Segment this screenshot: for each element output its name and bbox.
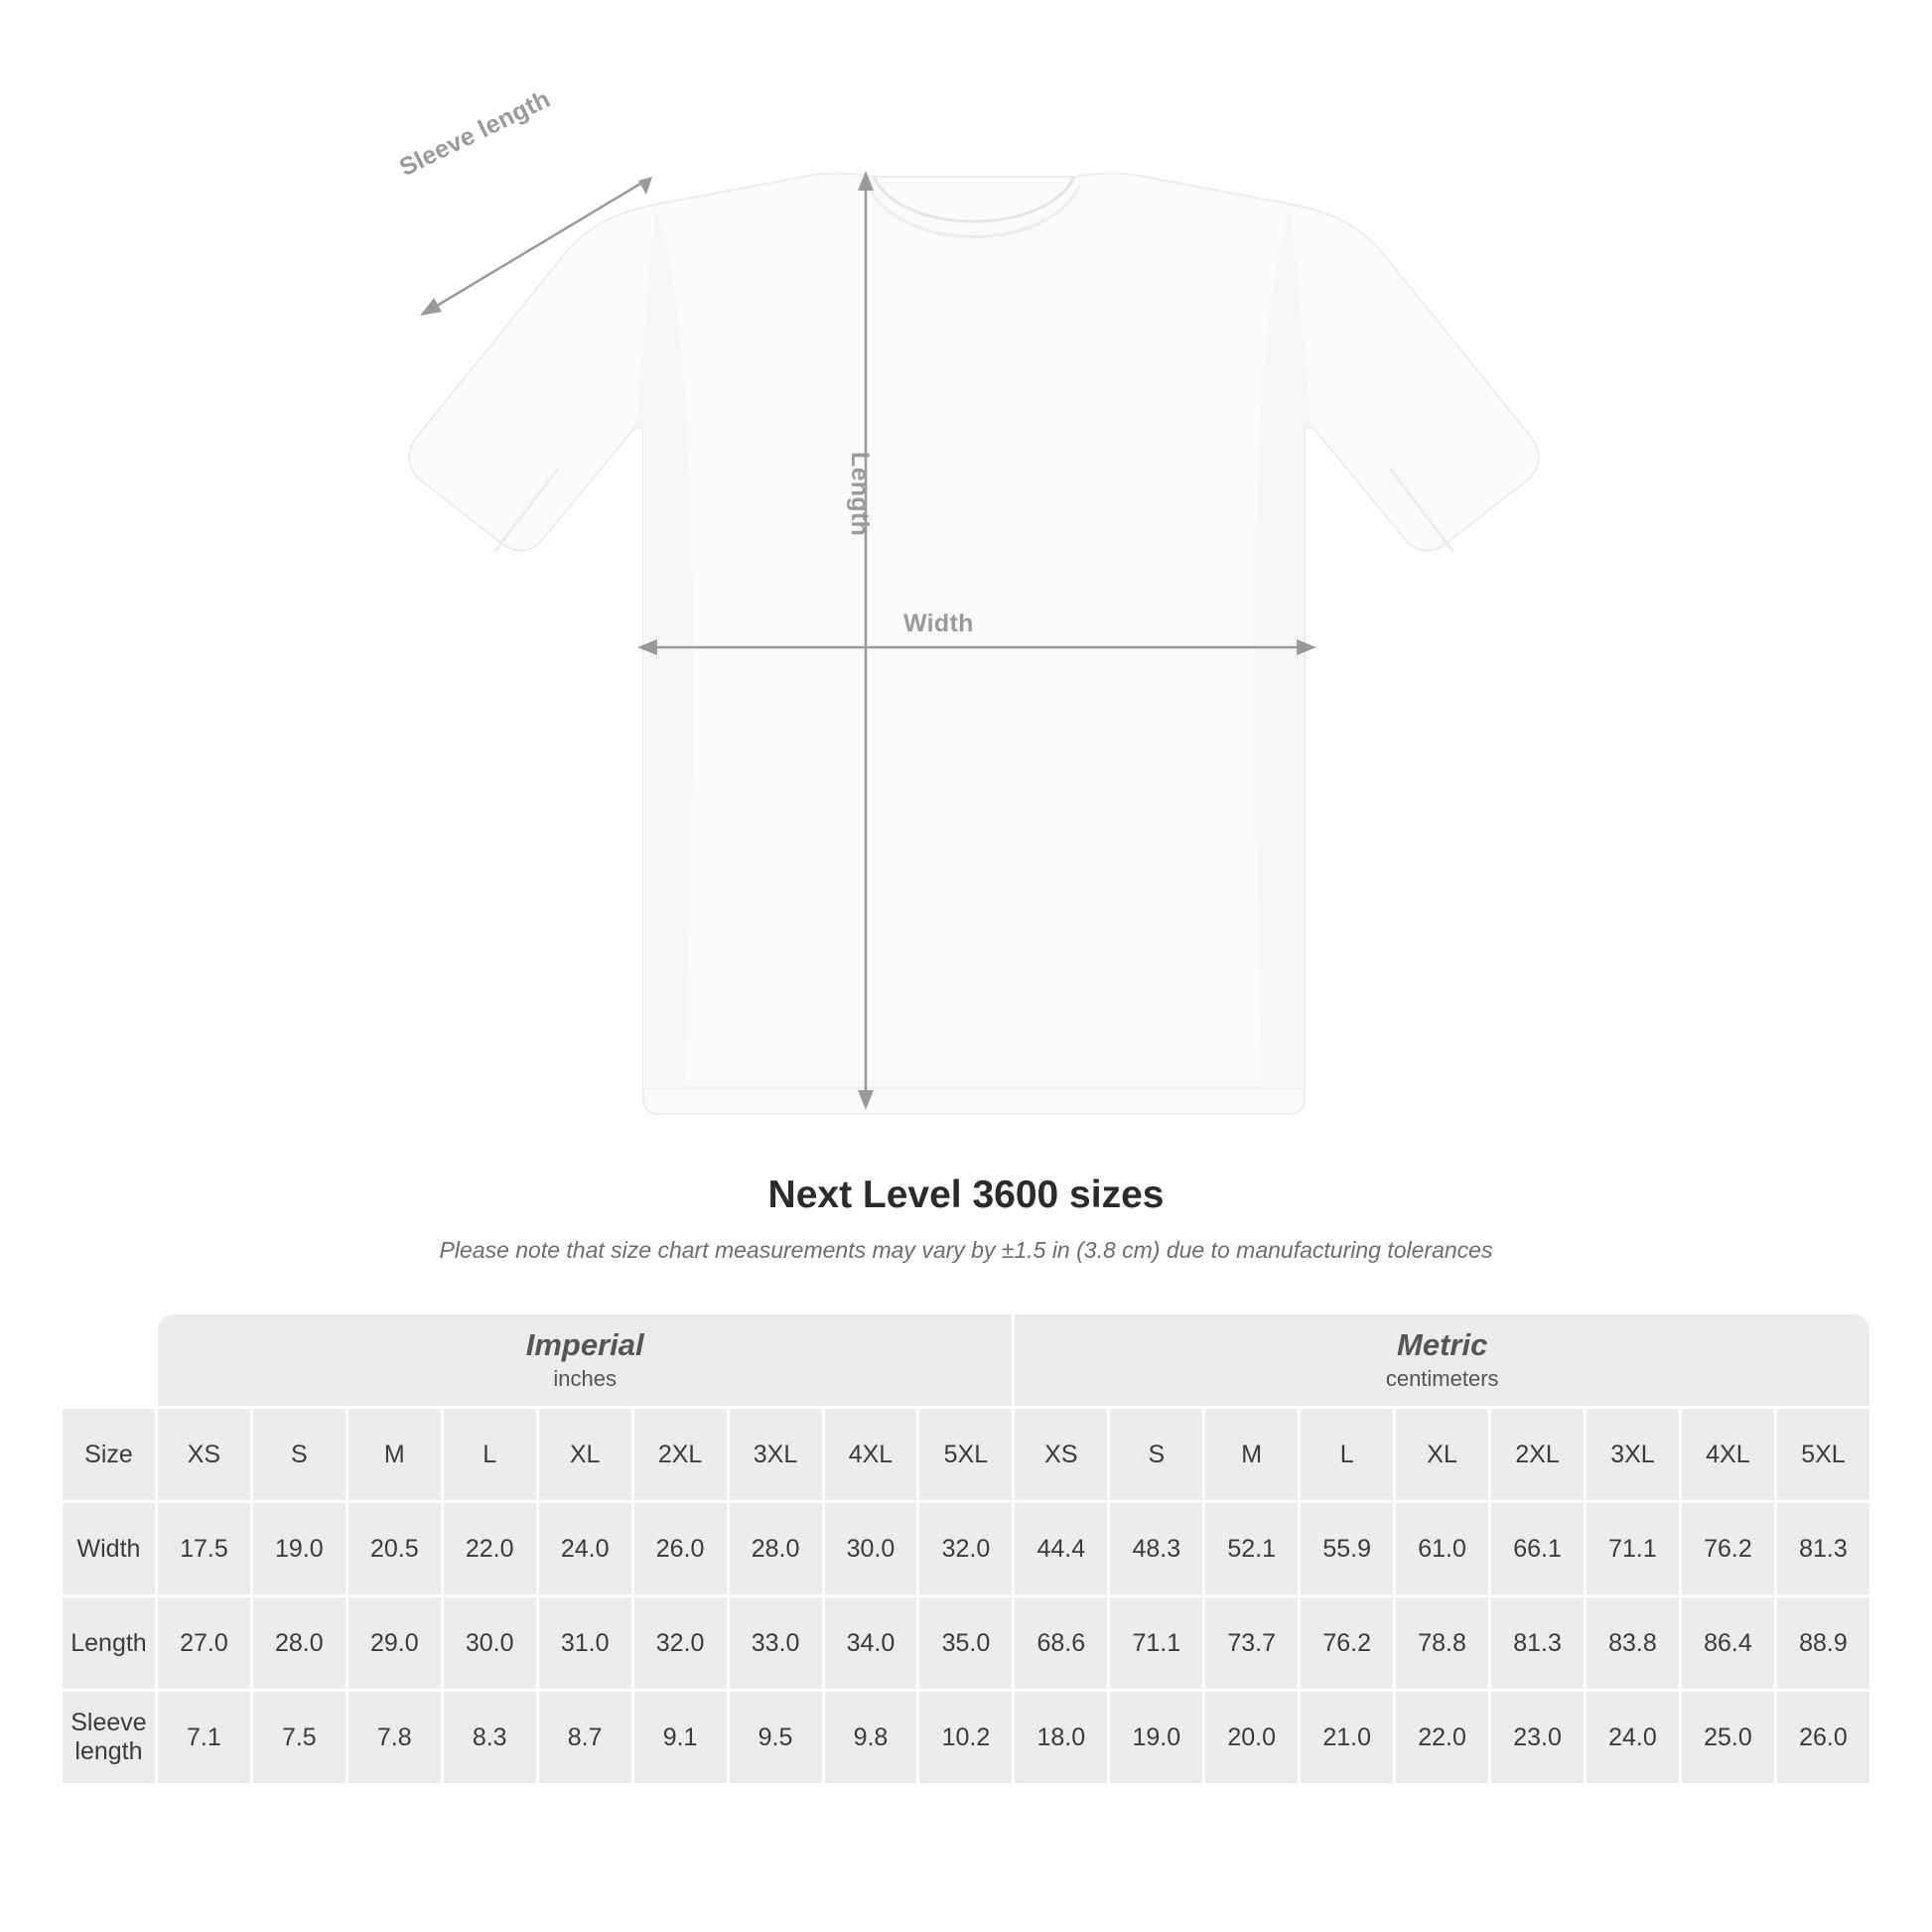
cell-value: 61.0	[1396, 1503, 1488, 1594]
cell-value: 86.4	[1682, 1597, 1774, 1689]
unit-sub-metric: centimeters	[1385, 1366, 1499, 1392]
title-block	[0, 1152, 1932, 1264]
cell-value: 32.0	[634, 1597, 727, 1689]
unit-title-imperial: Imperial	[525, 1327, 644, 1363]
column-header: S	[1110, 1409, 1202, 1500]
cell-value: 81.3	[1777, 1503, 1869, 1594]
cell-value: 18.0	[1015, 1692, 1107, 1783]
unit-title-metric: Metric	[1397, 1327, 1488, 1363]
cell-value: 7.1	[158, 1692, 250, 1783]
cell-value: 25.0	[1682, 1692, 1774, 1783]
cell-value: 21.0	[1301, 1692, 1393, 1783]
cell-value: 26.0	[634, 1503, 727, 1594]
row-header-width: Width	[63, 1503, 155, 1594]
cell-value: 55.9	[1301, 1503, 1393, 1594]
column-header: 4XL	[825, 1409, 917, 1500]
cell-value: 76.2	[1301, 1597, 1393, 1689]
cell-value: 31.0	[539, 1597, 631, 1689]
cell-value: 7.5	[253, 1692, 345, 1783]
unit-header-row	[63, 1314, 1869, 1406]
cell-value: 52.1	[1205, 1503, 1298, 1594]
column-header: L	[444, 1409, 536, 1500]
label-sleeve-length: Sleeve length	[395, 84, 555, 183]
cell-value: 9.8	[825, 1692, 917, 1783]
column-header: XS	[1015, 1409, 1107, 1500]
column-header: 5XL	[919, 1409, 1012, 1500]
cell-value: 48.3	[1110, 1503, 1202, 1594]
table-row	[63, 1692, 1869, 1783]
column-header: 2XL	[1491, 1409, 1584, 1500]
cell-value: 33.0	[730, 1597, 822, 1689]
cell-value: 19.0	[253, 1503, 345, 1594]
cell-value: 27.0	[158, 1597, 250, 1689]
cell-value: 66.1	[1491, 1503, 1584, 1594]
column-header: 4XL	[1682, 1409, 1774, 1500]
cell-value: 17.5	[158, 1503, 250, 1594]
cell-value: 71.1	[1110, 1597, 1202, 1689]
cell-value: 20.0	[1205, 1692, 1298, 1783]
cell-value: 28.0	[730, 1503, 822, 1594]
cell-value: 76.2	[1682, 1503, 1774, 1594]
cell-value: 44.4	[1015, 1503, 1107, 1594]
column-header: XS	[158, 1409, 250, 1500]
column-header: XL	[1396, 1409, 1488, 1500]
label-width: Width	[903, 610, 974, 637]
cell-value: 35.0	[919, 1597, 1012, 1689]
tolerance-note: Please note that size chart measurements may vary by ±1.5 in (3.8 cm) due to manufacturing tolerances	[439, 1237, 1493, 1263]
cell-value: 8.7	[539, 1692, 631, 1783]
cell-value: 7.8	[348, 1692, 441, 1783]
cell-value: 88.9	[1777, 1597, 1869, 1689]
row-header-sleeve-length: Sleeve length	[63, 1692, 155, 1783]
unit-group-imperial	[158, 1314, 1012, 1406]
column-header: XL	[539, 1409, 631, 1500]
cell-value: 9.5	[730, 1692, 822, 1783]
column-header: 3XL	[1587, 1409, 1679, 1500]
column-header: 2XL	[634, 1409, 727, 1500]
size-table-wrapper	[0, 1264, 1932, 1786]
cell-value: 71.1	[1587, 1503, 1679, 1594]
table-row	[63, 1503, 1869, 1594]
cell-value: 81.3	[1491, 1597, 1584, 1689]
cell-value: 28.0	[253, 1597, 345, 1689]
unit-group-metric	[1015, 1314, 1869, 1406]
cell-value: 24.0	[1587, 1692, 1679, 1783]
label-length: Length	[846, 452, 874, 537]
size-table	[60, 1311, 1872, 1786]
cell-value: 32.0	[919, 1503, 1012, 1594]
cell-value: 68.6	[1015, 1597, 1107, 1689]
unit-sub-imperial: inches	[553, 1366, 617, 1392]
column-header: S	[253, 1409, 345, 1500]
cell-value: 30.0	[825, 1503, 917, 1594]
column-header: M	[1205, 1409, 1298, 1500]
cell-value: 83.8	[1587, 1597, 1679, 1689]
column-header: 3XL	[730, 1409, 822, 1500]
cell-value: 20.5	[348, 1503, 441, 1594]
cell-value: 19.0	[1110, 1692, 1202, 1783]
cell-value: 34.0	[825, 1597, 917, 1689]
column-header: L	[1301, 1409, 1393, 1500]
tshirt-icon	[409, 174, 1539, 1114]
column-header: M	[348, 1409, 441, 1500]
table-corner-cell	[63, 1314, 155, 1406]
cell-value: 78.8	[1396, 1597, 1488, 1689]
row-header-size: Size	[63, 1409, 155, 1500]
cell-value: 10.2	[919, 1692, 1012, 1783]
cell-value: 30.0	[444, 1597, 536, 1689]
cell-value: 73.7	[1205, 1597, 1298, 1689]
cell-value: 9.1	[634, 1692, 727, 1783]
cell-value: 29.0	[348, 1597, 441, 1689]
cell-value: 22.0	[1396, 1692, 1488, 1783]
cell-value: 22.0	[444, 1503, 536, 1594]
cell-value: 8.3	[444, 1692, 536, 1783]
table-row	[63, 1597, 1869, 1689]
cell-value: 26.0	[1777, 1692, 1869, 1783]
row-header-length: Length	[63, 1597, 155, 1689]
column-header: 5XL	[1777, 1409, 1869, 1500]
size-header-row	[63, 1409, 1869, 1500]
cell-value: 23.0	[1491, 1692, 1584, 1783]
cell-value: 24.0	[539, 1503, 631, 1594]
page-title: Next Level 3600 sizes	[767, 1173, 1165, 1216]
